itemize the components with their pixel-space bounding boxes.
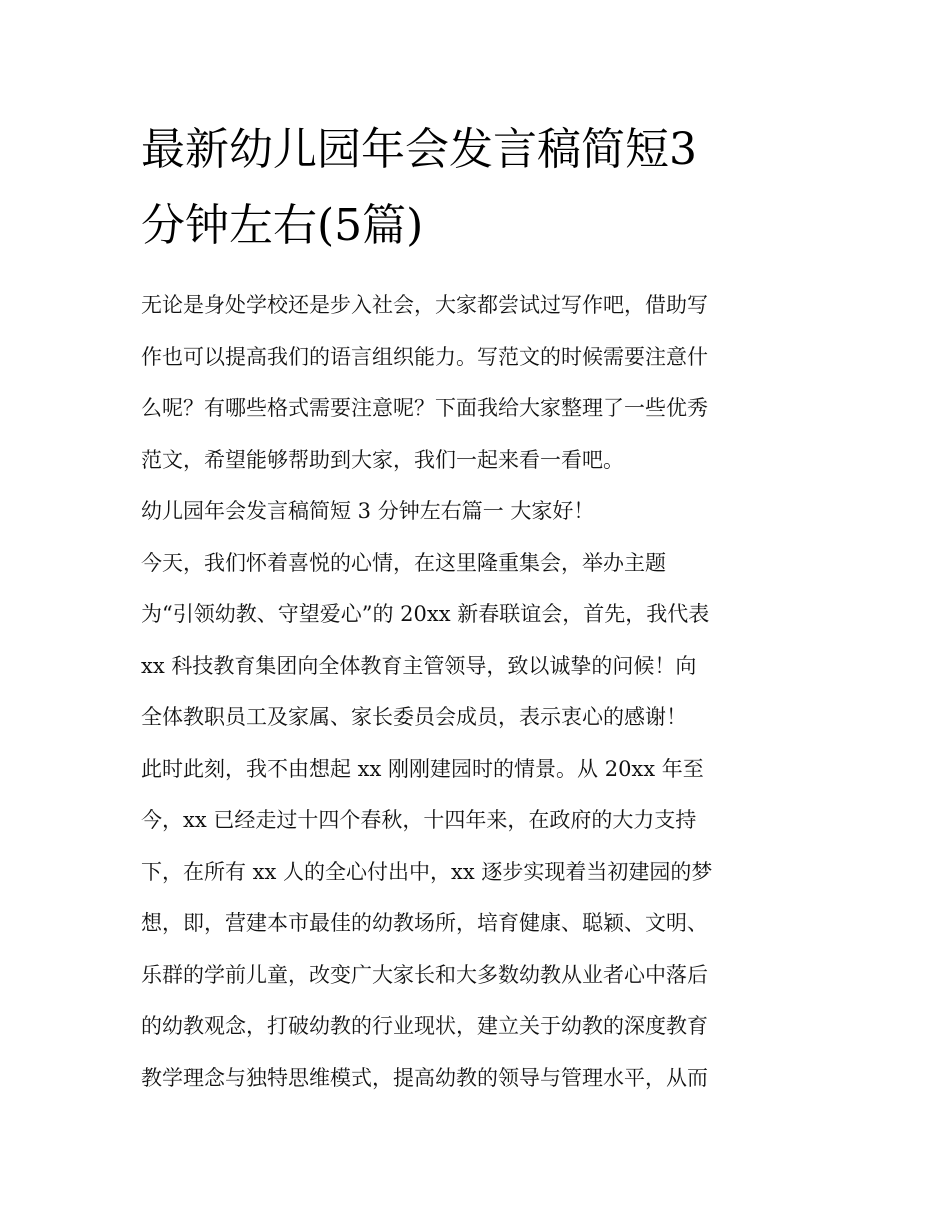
body-line: 今天，我们怀着喜悦的心情，在这里隆重集会，举办主题 bbox=[141, 550, 666, 575]
body-line: 范文，希望能够帮助到大家，我们一起来看一看吧。 bbox=[141, 447, 624, 472]
body-line: 乐群的学前儿童，改变广大家长和大多数幼教从业者心中落后 bbox=[141, 962, 708, 987]
body-line: 想，即，营建本市最佳的幼教场所，培育健康、聪颖、文明、 bbox=[141, 911, 708, 935]
document-title bbox=[141, 112, 821, 264]
body-line: 此时此刻，我不由想起 xx 刚刚建园时的情景。从 20xx 年至 bbox=[141, 756, 704, 781]
body-line: 教学理念与独特思维模式，提高幼教的领导与管理水平，从而 bbox=[141, 1065, 708, 1090]
body-line: 幼儿园年会发言稿简短 3 分钟左右篇一 大家好！ bbox=[141, 499, 595, 523]
body-line: 下，在所有 xx 人的全心付出中，xx 逐步实现着当初建园的梦 bbox=[141, 859, 713, 884]
title-line-2: 分钟左右(5篇) bbox=[141, 200, 424, 251]
body-line: 么呢？有哪些格式需要注意呢？下面我给大家整理了一些优秀 bbox=[141, 396, 708, 420]
body-line: xx 科技教育集团向全体教育主管领导，致以诚挚的问候！向 bbox=[141, 653, 697, 678]
document-body bbox=[141, 280, 831, 1104]
body-line: 无论是身处学校还是步入社会，大家都尝试过写作吧，借助写 bbox=[141, 293, 708, 317]
body-line: 的幼教观念，打破幼教的行业现状，建立关于幼教的深度教育 bbox=[141, 1014, 708, 1038]
body-line: 作也可以提高我们的语言组织能力。写范文的时候需要注意什 bbox=[141, 344, 708, 369]
body-line: 今，xx 已经走过十四个春秋，十四年来，在政府的大力支持 bbox=[141, 808, 697, 832]
body-line: 为“引领幼教、守望爱心”的 20xx 新春联谊会，首先，我代表 bbox=[141, 602, 710, 626]
body-line: 全体教职员工及家属、家长委员会成员，表示衷心的感谢！ bbox=[141, 705, 687, 729]
title-line-1: 最新幼儿园年会发言稿简短3 bbox=[141, 124, 697, 175]
